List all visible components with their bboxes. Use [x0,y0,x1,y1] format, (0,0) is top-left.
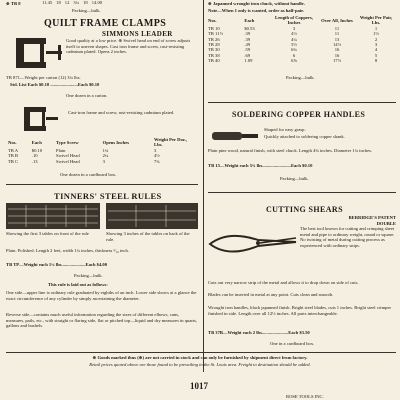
col-head: Nos. [208,17,217,23]
cell: TB 26 [208,36,220,42]
cell: TB C [8,158,19,164]
coppers-table [206,15,396,64]
top-row-values [40,0,104,5]
cell: 5 [374,52,378,58]
cell: TB 38 [208,52,220,58]
cell: 17½ [332,58,342,64]
cutting-shears-icon [208,224,298,264]
rules-title: TINNERS' STEEL RULES [54,191,162,201]
handles-bullet-2: Quickly attached to soldering copper shank. [264,134,345,139]
clamps-price: Std. List Each $0.10 ........................Each $0.10 [10,82,100,87]
cell: 16 [334,47,340,53]
rules-caption-back: Showing 3 inches of the tables on back of the rule. [106,231,190,242]
shears-title: CUTTING SHEARS [266,205,343,214]
col-head: Length of Coppers, Inches [275,15,313,26]
cell: $0.53 [244,25,255,31]
cell: .49 [244,42,251,48]
col-head: Opens Inches [102,139,130,145]
handles-divider [208,102,396,103]
top-row-val: 12 [64,0,70,5]
cell: 16 [334,52,340,58]
company-name: ROSE TOOLS INC. [286,394,324,399]
cell: Plain [56,147,66,153]
clamps-item: TB 871—Weight per carton (12) 3¼ lbs. [6,75,81,80]
top-row-val: 11.45 [42,0,53,5]
cell: TB 28 [208,42,220,48]
cell: 4 [374,47,378,53]
clamps-subtitle: SIMMONS LEADER [102,30,173,38]
top-row-val: 14.00 [91,0,103,5]
cell: TB 11½ [208,31,223,37]
col-head: Each [31,139,42,145]
col-head: Weight Per Pair, Lbs. [359,15,393,26]
cell: 8 [374,58,378,64]
clamps-desc: Good quality at a low price. ⊕ Swivel head on end of screw adjusts itself to uneven shapes. Cast iron frame and screw, rust-resisting cadmium plated. Opens 2 inches. [66,38,191,54]
cell: 3 [374,42,378,48]
clamps2-desc: Cast-iron frame and screw, rust-resisting cadmium plated. [68,110,175,115]
shears-desc-2: Cuts out very narrow strip of the metal and allows it to drop down on side of cuts. [208,280,359,285]
shears-note: One in a cardboard box. [270,341,315,346]
cell: 7¾ [154,158,160,164]
cell: TB 30 [208,47,220,53]
rules-p2: Reverse side—contains much useful information regarding the sizes of different elbows, cans, measures, pails, etc., with straight or flaring side, flat or pitched top—liquid and dry measures in quarts, gallons and bushels. [6,312,198,328]
clamps2-table [6,137,196,164]
cell: 3 [292,25,296,31]
cell: 2 [374,36,378,42]
shears-desc-4: Wrought iron handles, black japanned finish. Bright steel blades, cuts 1 inches. Bright steel crimper finished in side. Length over all 12½ inches. All parts interchangeable. [208,305,392,316]
top-row-val: 3¼ [73,0,80,5]
cell: 6 [292,52,296,58]
cell: .59 [244,47,251,53]
col-head: Over All, Inches [321,17,353,23]
handles-bullet-1: Shaped for easy grasp. [264,127,306,132]
cell: 1½ [373,31,379,37]
rule-front-image [6,203,100,229]
cell: 13 [334,36,340,42]
footer-line-1: ⊕ Goods marked thus (⊕) are not carried in stock and can only be furnished by shipment direct from factory. [92,355,308,360]
clamps2-note: One dozen in a cardboard box. [60,172,117,177]
cell: 11 [334,25,340,31]
shears-desc-3: Blades can be inserted in metal at any point. Cuts clean and smooth. [208,292,334,297]
shears-brand: BERRIDGE'S PATENT DOUBLE [348,215,396,226]
top-row-val: 18 [56,0,61,5]
rules-desc: Plain. Polished. Length 2 feet, width 1¼ inches, thickness ¹⁄₁₆ inch. [6,248,129,253]
shears-divider [208,192,396,193]
cell: Swivel Head [56,158,80,164]
rules-p1: One side—upper line is ordinary rule graduated by eighths of an inch. Lower side shows at a glance the exact circumference of any cylinder by simply ascertaining the diameter. [6,290,197,301]
cell: TB A [8,147,19,153]
rules-item: TB TP—Weight each 1¼ lbs.....................Each $4.00 [6,262,107,267]
cell: 4½ [154,153,160,159]
rules-divider [6,184,198,185]
footer-line-2: Retail prices quoted above are those found to be prevailing in the St. Louis area. Freight to destination should be added. [89,362,311,367]
handle-note-1: ⊕ Japanned wrought iron chuck, without handle. [208,1,305,6]
cell: 14½ [332,42,342,48]
cell: .69 [244,52,251,58]
table-row [206,58,396,63]
cell: $0.10 [31,147,43,153]
cell: .39 [244,36,251,42]
cell: 3 [154,147,157,153]
col-head: Each [244,17,255,23]
cell: TB B [8,153,19,159]
cell: 6⅞ [291,58,297,64]
rule-back-image [106,203,198,229]
col-head: Nos. [8,139,17,145]
top-left-packing: Packing—bulk. [72,8,101,13]
handles-item: TB 15—Weight each 5¾ lbs.........................Each $0.10 [208,163,313,168]
top-row-code: ⊕ TB 8 [6,1,21,6]
footer-divider [6,352,396,353]
cell: 3 [102,158,105,164]
top-row-val: 18 [83,0,88,5]
cell: 1 [374,25,378,31]
cell: .13 [31,158,38,164]
col-head: Type Screw [56,139,79,145]
cell: Swivel Head [56,153,80,159]
shears-item: TB 37B—Weight each 2 lbs.......................Each $3.50 [208,330,310,335]
cell: 4¼ [291,36,297,42]
shears-desc-1: The best tool known for cutting and crimping sheet metal and pipe to ordinary weight, round or square. No twisting of metal during cutting process as experienced with ordinary snips. [300,226,395,248]
cell: .39 [244,31,251,37]
handles-desc: Plain pine wood, natural finish, with steel chuck. Length 4¾ inches. Diameter 1¼ inches. [208,148,373,153]
cell: 11 [334,31,340,37]
column-divider [203,0,204,372]
cell: TB 40 [208,58,220,64]
handle-note-2: Note—When 1 only is wanted, order as half-pair. [208,8,304,13]
clamps-title: QUILT FRAME CLAMPS [44,18,167,29]
page-number: 1017 [190,381,208,391]
quilt-clamp-icon [10,34,66,72]
cell: 5½ [291,42,297,48]
handles-title: SOLDERING COPPER HANDLES [232,110,366,119]
cell: 1.09 [244,58,253,64]
cell: .10 [31,153,38,159]
clamps-note: One dozen in a carton. [66,93,108,98]
cell: 2¼ [102,153,109,159]
col-head: Weight Per Doz., Lbs. [154,137,188,148]
cell: 4½ [291,31,297,37]
rules-heading: This rule is laid out as follows: [48,282,108,287]
rules-packing: Packing—bulk. [74,273,103,278]
cell: 1¾ [102,147,109,153]
c-clamp-icon [20,104,60,134]
coppers-packing: Packing—bulk. [286,75,315,80]
soldering-handle-icon [212,130,260,142]
table-row [6,159,196,164]
handles-packing: Packing—bulk. [280,176,309,181]
rules-caption-front: Showing the first 3 tables on front of the rule [6,231,89,236]
cell: 6¾ [291,47,297,53]
cell: TB 10 [208,25,220,31]
